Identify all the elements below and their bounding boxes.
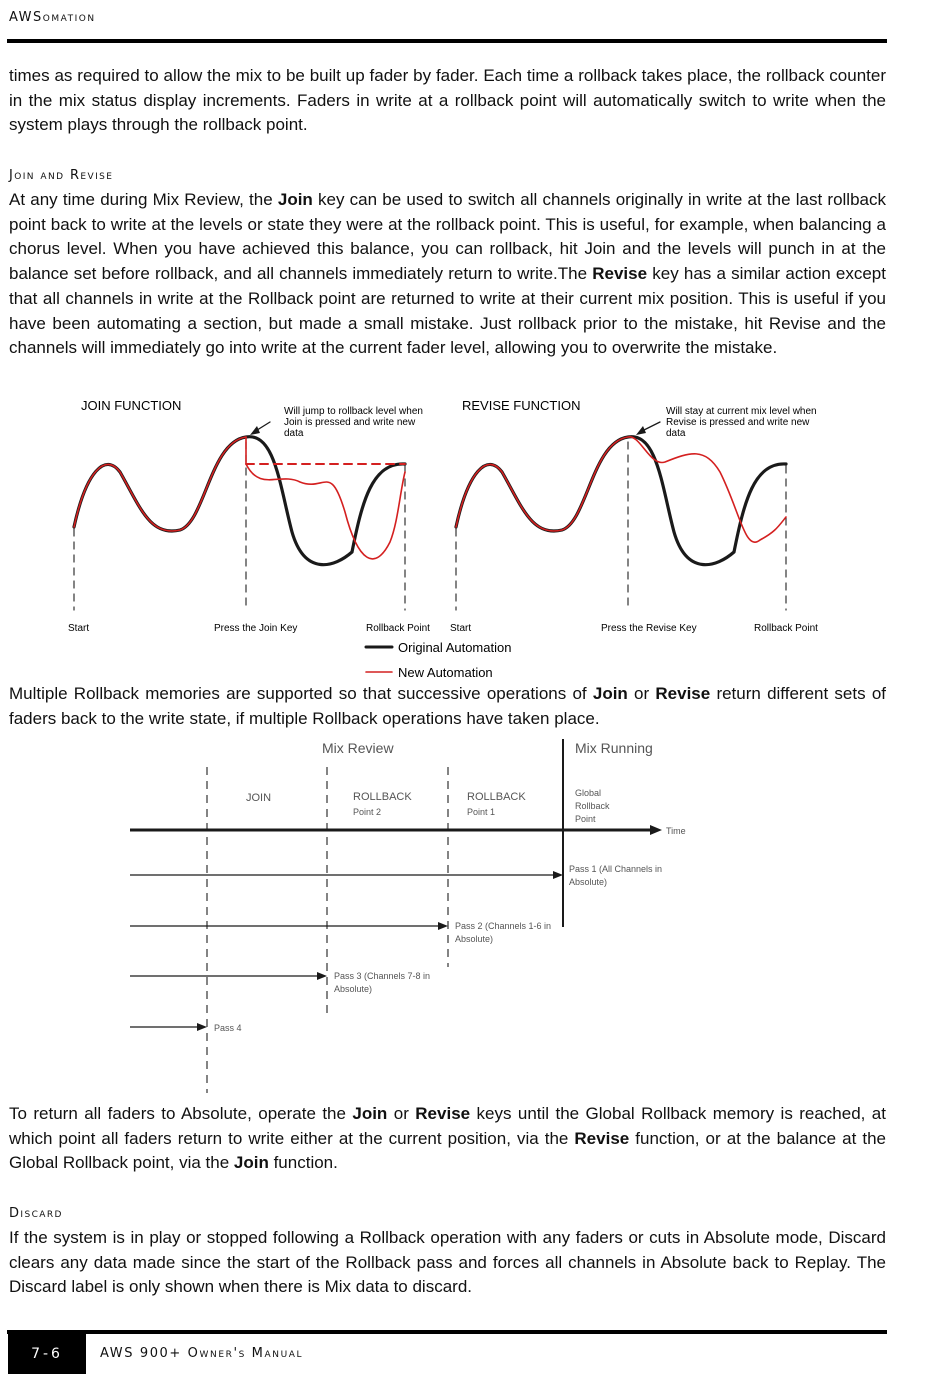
pass2-label: Pass 2 (Channels 1-6 in Absolute) [455,921,552,944]
revise-key-label: Press the Revise Key [601,623,697,634]
join-original-curve [74,437,405,565]
pass3-label: Pass 3 (Channels 7-8 in Absolute) [334,971,431,994]
join-key-ref: Join [233,1153,269,1173]
join-key-ref: Join [277,190,313,209]
rollback1-label: ROLLBACK [467,791,526,803]
multiple-rollback-paragraph: Multiple Rollback memories are supported so that successive operations of Join or Revise return different sets of faders back to the write state, if multiple Rollback operations have taken place. [9,684,887,728]
join-revise-diagram [0,392,950,684]
rollback2-label: ROLLBACK [353,791,412,803]
pass4-label: Pass 4 [214,1023,242,1033]
marker-lines [74,442,786,610]
join-key-label: Press the Join Key [214,623,298,634]
intro-paragraph: times as required to allow the mix to be built up fader by fader. Each time a rollback takes place, the rollback counter in the mix status display increments. Faders in write at a rollback point will automatically switch to write when the system plays through the rollback point. [9,66,886,135]
revise-rollback-label: Rollback Point [754,623,818,634]
join-key-ref: Join [592,684,628,703]
point1-label: Point 1 [467,807,496,817]
revise-key-ref: Revise [574,1128,630,1148]
running-header: AWSomation [9,10,96,25]
pass1-label: Pass 1 (All Channels in Absolute) [569,864,663,887]
global-rollback-label: Global Rollback Point [575,788,610,824]
pass-arrowheads [197,871,563,1031]
rollback-timeline-diagram [0,735,950,1095]
footer-rule [7,1330,887,1334]
join-start-label: Start [68,623,90,634]
join-title: JOIN FUNCTION [81,398,182,413]
mix-review-label: Mix Review [322,740,394,756]
revise-note: Will stay at current mix level when Revise is pressed and write new data [666,406,817,439]
join-section-label: JOIN [246,792,272,804]
mix-running-label: Mix Running [575,740,653,756]
page-number: 7-6 [8,1334,86,1374]
join-revise-paragraph: At any time during Mix Review, the Join key can be used to switch all channels originally in write at the last rollback point back to write at the levels or state they were at the rollback point. This is useful, for example, when balancing a chorus level. When you have achieved this balance, you can rollback, hit Join and the levels will punch in at the balance set before rollback, and all channels immediately return to write.The Revise key has a similar action except that all channels in write at the Rollback point are returned to write at their current mix position. This is useful if you have been automating a section, but made a small mistake. Just rollback prior to the mistake, hit Revise and the channels will immediately go into write at the current fader level, allowing you to overwrite the mistake. [9,190,886,358]
legend-original-label: Original Automation [398,640,512,655]
discard-paragraph: If the system is in play or stopped following a Rollback operation with any faders or cuts in Absolute mode, Discard clears any data made since the start of the Rollback pass and forces all channels in Absolute back to Replay. The Discard label is only shown when there is Mix data to discard. [9,1228,886,1297]
pass-arrows [130,875,555,1027]
revise-key-ref: Revise [415,1104,471,1123]
time-label: Time [666,826,686,836]
revise-start-label: Start [450,623,472,634]
legend-new-label: New Automation [398,665,493,680]
join-revise-heading: Join and Revise [9,168,114,183]
join-note: Will jump to rollback level when Join is pressed and write new data [284,406,423,439]
join-new-curve [74,437,246,531]
header-rule [7,39,887,43]
join-rollback-label: Rollback Point [366,623,430,634]
revise-new-curve [456,437,786,542]
join-key-ref: Join [352,1104,388,1123]
footer-title: AWS 900+ Owner's Manual [100,1346,304,1361]
revise-original-curve [456,437,786,565]
pass-boundaries [207,767,448,1093]
return-absolute-paragraph: To return all faders to Absolute, operate the Join or Revise keys until the Global Rollback memory is reached, at which point all faders return to write either at the current position, via the Revise function, or at the balance at the Global Rollback point, via the Join function. [9,1104,886,1173]
revise-title: REVISE FUNCTION [462,398,581,413]
revise-key-ref: Revise [592,264,648,284]
revise-key-ref: Revise [655,684,711,703]
time-axis-arrow [650,825,662,835]
discard-heading: Discard [9,1206,63,1221]
point2-label: Point 2 [353,807,382,817]
